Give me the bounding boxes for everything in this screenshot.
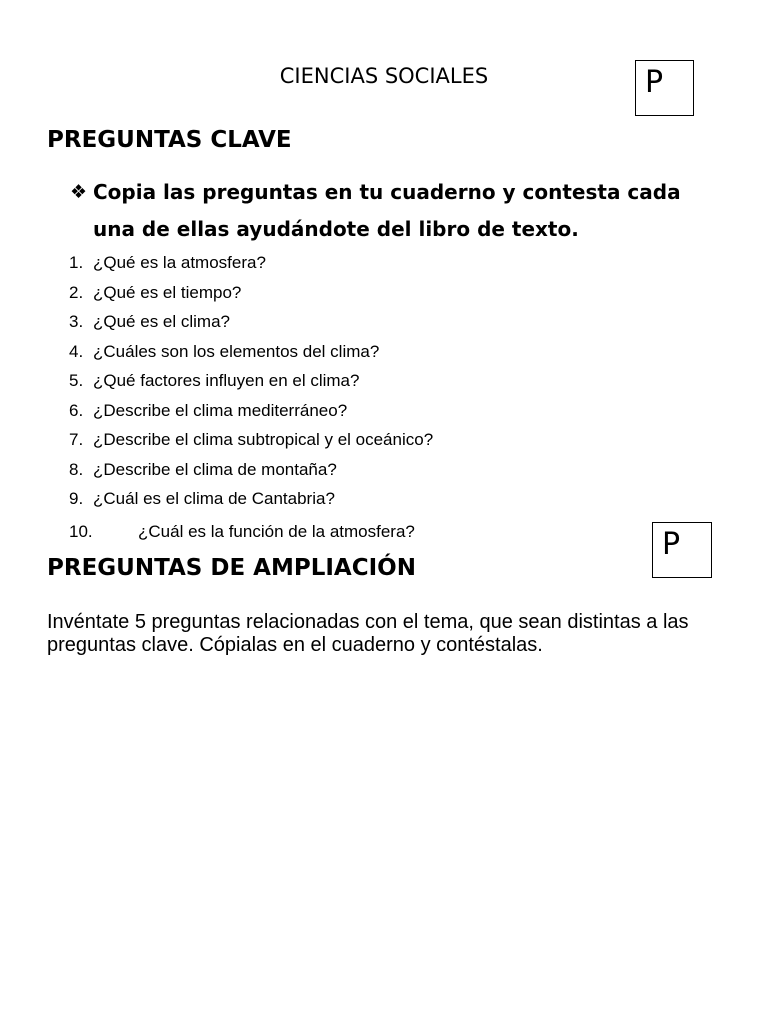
question-number: 2. [69, 282, 84, 302]
extension-questions-heading: PREGUNTAS DE AMPLIACIÓN [47, 555, 416, 581]
question-number: 9. [69, 489, 84, 508]
list-item [0, 457, 768, 487]
question-text: ¿Cuál es el clima de Cantabria? [93, 489, 335, 508]
p-marker-box-top [635, 60, 694, 116]
list-item [0, 368, 768, 398]
instruction-block [70, 174, 710, 248]
list-item [0, 309, 768, 339]
question-number: 10. [69, 522, 93, 541]
question-text: ¿Describe el clima de montaña? [93, 459, 337, 479]
question-number: 5. [69, 371, 84, 390]
diamond-bullet-icon: ❖ [70, 181, 88, 203]
question-text: ¿Qué es el tiempo? [93, 282, 242, 302]
question-text: ¿Qué es la atmosfera? [93, 253, 266, 272]
question-text: ¿Describe el clima subtropical y el oceánico? [93, 430, 434, 449]
question-number: 6. [69, 400, 84, 420]
question-number: 4. [69, 341, 84, 361]
list-item [0, 339, 768, 369]
question-text: ¿Describe el clima mediterráneo? [93, 400, 348, 420]
p-marker-box-extension [652, 522, 712, 578]
subject-title: CIENCIAS SOCIALES [279, 64, 489, 88]
p-marker-label: P [662, 527, 681, 562]
question-text: ¿Cuál es la función de la atmosfera? [138, 522, 415, 541]
question-number: 8. [69, 459, 84, 479]
key-questions-heading: PREGUNTAS CLAVE [47, 127, 292, 153]
question-text: ¿Cuáles son los elementos del clima? [93, 341, 380, 361]
list-item [0, 427, 768, 457]
key-questions-list [0, 250, 768, 516]
list-item [0, 486, 768, 516]
extension-instructions: Invéntate 5 preguntas relacionadas con el tema, que sean distintas a las preguntas clave. Cópialas en el cuaderno y contéstalas. [47, 611, 689, 656]
question-number: 7. [69, 430, 84, 449]
list-item [0, 280, 768, 310]
instruction-text: Copia las preguntas en tu cuaderno y contesta cada una de ellas ayudándote del libro de texto. [93, 180, 681, 241]
question-number: 3. [69, 312, 84, 331]
list-item [0, 398, 768, 428]
question-text: ¿Qué es el clima? [93, 312, 230, 331]
question-number: 1. [69, 253, 84, 272]
question-text: ¿Qué factores influyen en el clima? [93, 371, 360, 390]
p-marker-label: P [645, 65, 664, 100]
list-item [0, 250, 768, 280]
